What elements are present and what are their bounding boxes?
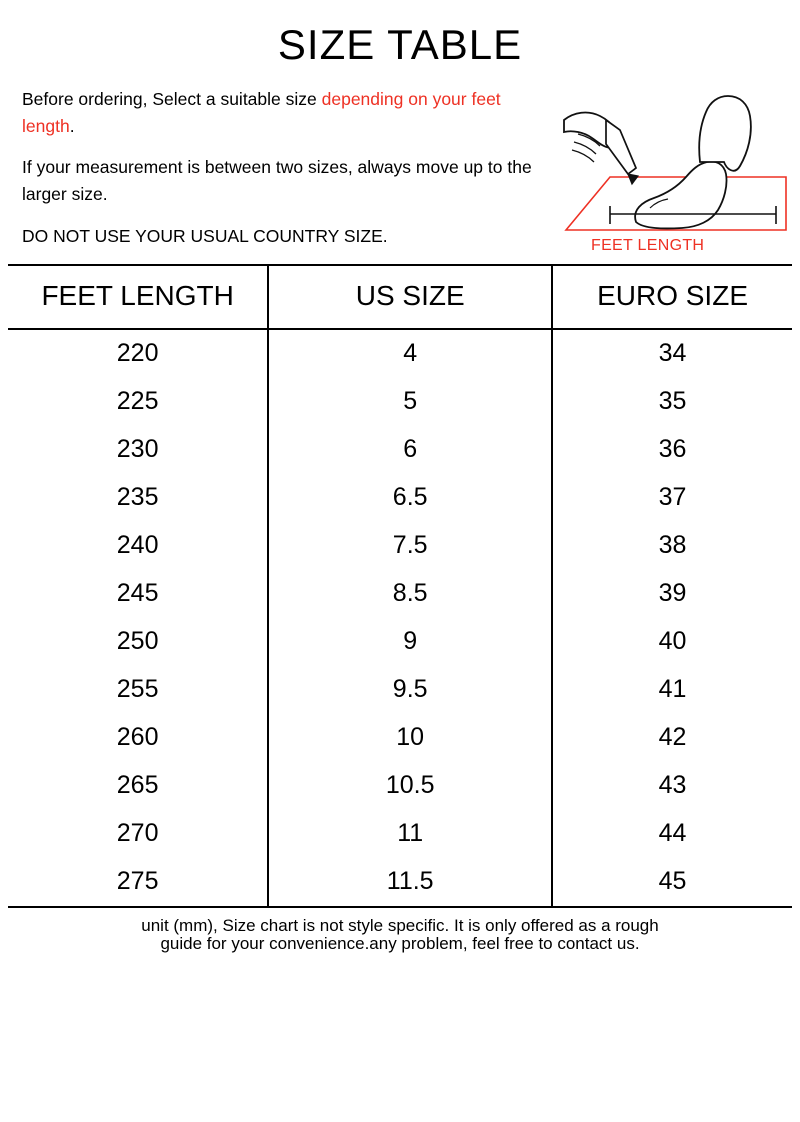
foot-measure-illustration [558, 82, 788, 257]
cell-feet-length: 225 [8, 378, 268, 426]
cell-us-size: 6 [268, 426, 552, 474]
table-row [8, 666, 792, 714]
cell-us-size: 11.5 [268, 858, 552, 906]
footnote-line-1: unit (mm), Size chart is not style specific. It is only offered as a rough [141, 916, 659, 935]
cell-feet-length: 230 [8, 426, 268, 474]
size-table-container [8, 264, 792, 908]
cell-euro-size: 34 [658, 339, 687, 367]
footnote [0, 908, 800, 953]
cell-us-size: 4 [268, 329, 552, 378]
cell-euro-size: 36 [658, 435, 687, 463]
column-header-us-size: US SIZE [268, 266, 552, 329]
column-header-euro-size: EURO SIZE [552, 266, 792, 329]
cell-us-size: 8.5 [268, 570, 552, 618]
cell-us-size: 7.5 [268, 522, 552, 570]
footnote-line-2: guide for your convenience.any problem, feel free to contact us. [160, 933, 640, 953]
foot-measure-icon [558, 82, 788, 257]
cell-euro-size: 40 [658, 627, 687, 655]
cell-feet-length: 235 [8, 474, 268, 522]
intro-line-1-prefix: Before ordering, Select a suitable size [22, 89, 322, 109]
intro-line-2: If your measurement is between two sizes, always move up to the larger size. [22, 157, 532, 205]
table-header-row [8, 266, 792, 329]
cell-feet-length: 220 [8, 329, 268, 378]
cell-us-size: 9 [268, 618, 552, 666]
size-table [8, 266, 792, 906]
cell-us-size: 9.5 [268, 666, 552, 714]
page-title: SIZE TABLE [277, 21, 523, 68]
cell-euro-size: 45 [658, 867, 687, 895]
table-row [8, 762, 792, 810]
table-row [8, 474, 792, 522]
cell-us-size: 11 [268, 810, 552, 858]
intro-text-block [22, 82, 552, 250]
table-row [8, 522, 792, 570]
cell-euro-size: 44 [658, 819, 687, 847]
cell-feet-length: 250 [8, 618, 268, 666]
table-row [8, 329, 792, 378]
cell-us-size: 10.5 [268, 762, 552, 810]
column-header-feet-length: FEET LENGTH [8, 266, 268, 329]
cell-feet-length: 275 [8, 858, 268, 906]
cell-euro-size: 37 [658, 483, 687, 511]
cell-feet-length: 255 [8, 666, 268, 714]
table-row [8, 714, 792, 762]
cell-feet-length: 265 [8, 762, 268, 810]
table-row [8, 858, 792, 906]
intro-line-1 [22, 86, 552, 140]
cell-euro-size: 35 [658, 387, 687, 415]
illustration-caption: FEET LENGTH [591, 237, 705, 254]
table-row [8, 378, 792, 426]
intro-line-3: DO NOT USE YOUR USUAL COUNTRY SIZE. [22, 225, 388, 246]
cell-feet-length: 260 [8, 714, 268, 762]
size-table-document [0, 21, 800, 1122]
cell-euro-size: 41 [658, 675, 687, 703]
cell-feet-length: 270 [8, 810, 268, 858]
intro-line-1-accent: depending on your feet length [22, 89, 501, 137]
table-row [8, 810, 792, 858]
cell-us-size: 10 [268, 714, 552, 762]
intro-line-1-suffix: . [69, 116, 75, 137]
cell-feet-length: 240 [8, 522, 268, 570]
table-row [8, 426, 792, 474]
intro-section [0, 82, 800, 264]
cell-euro-size: 43 [658, 771, 687, 799]
table-row [8, 570, 792, 618]
cell-feet-length: 245 [8, 570, 268, 618]
cell-us-size: 6.5 [268, 474, 552, 522]
cell-euro-size: 42 [658, 723, 687, 751]
table-row [8, 618, 792, 666]
cell-us-size: 5 [268, 378, 552, 426]
cell-euro-size: 39 [658, 579, 687, 607]
cell-euro-size: 38 [658, 531, 687, 559]
